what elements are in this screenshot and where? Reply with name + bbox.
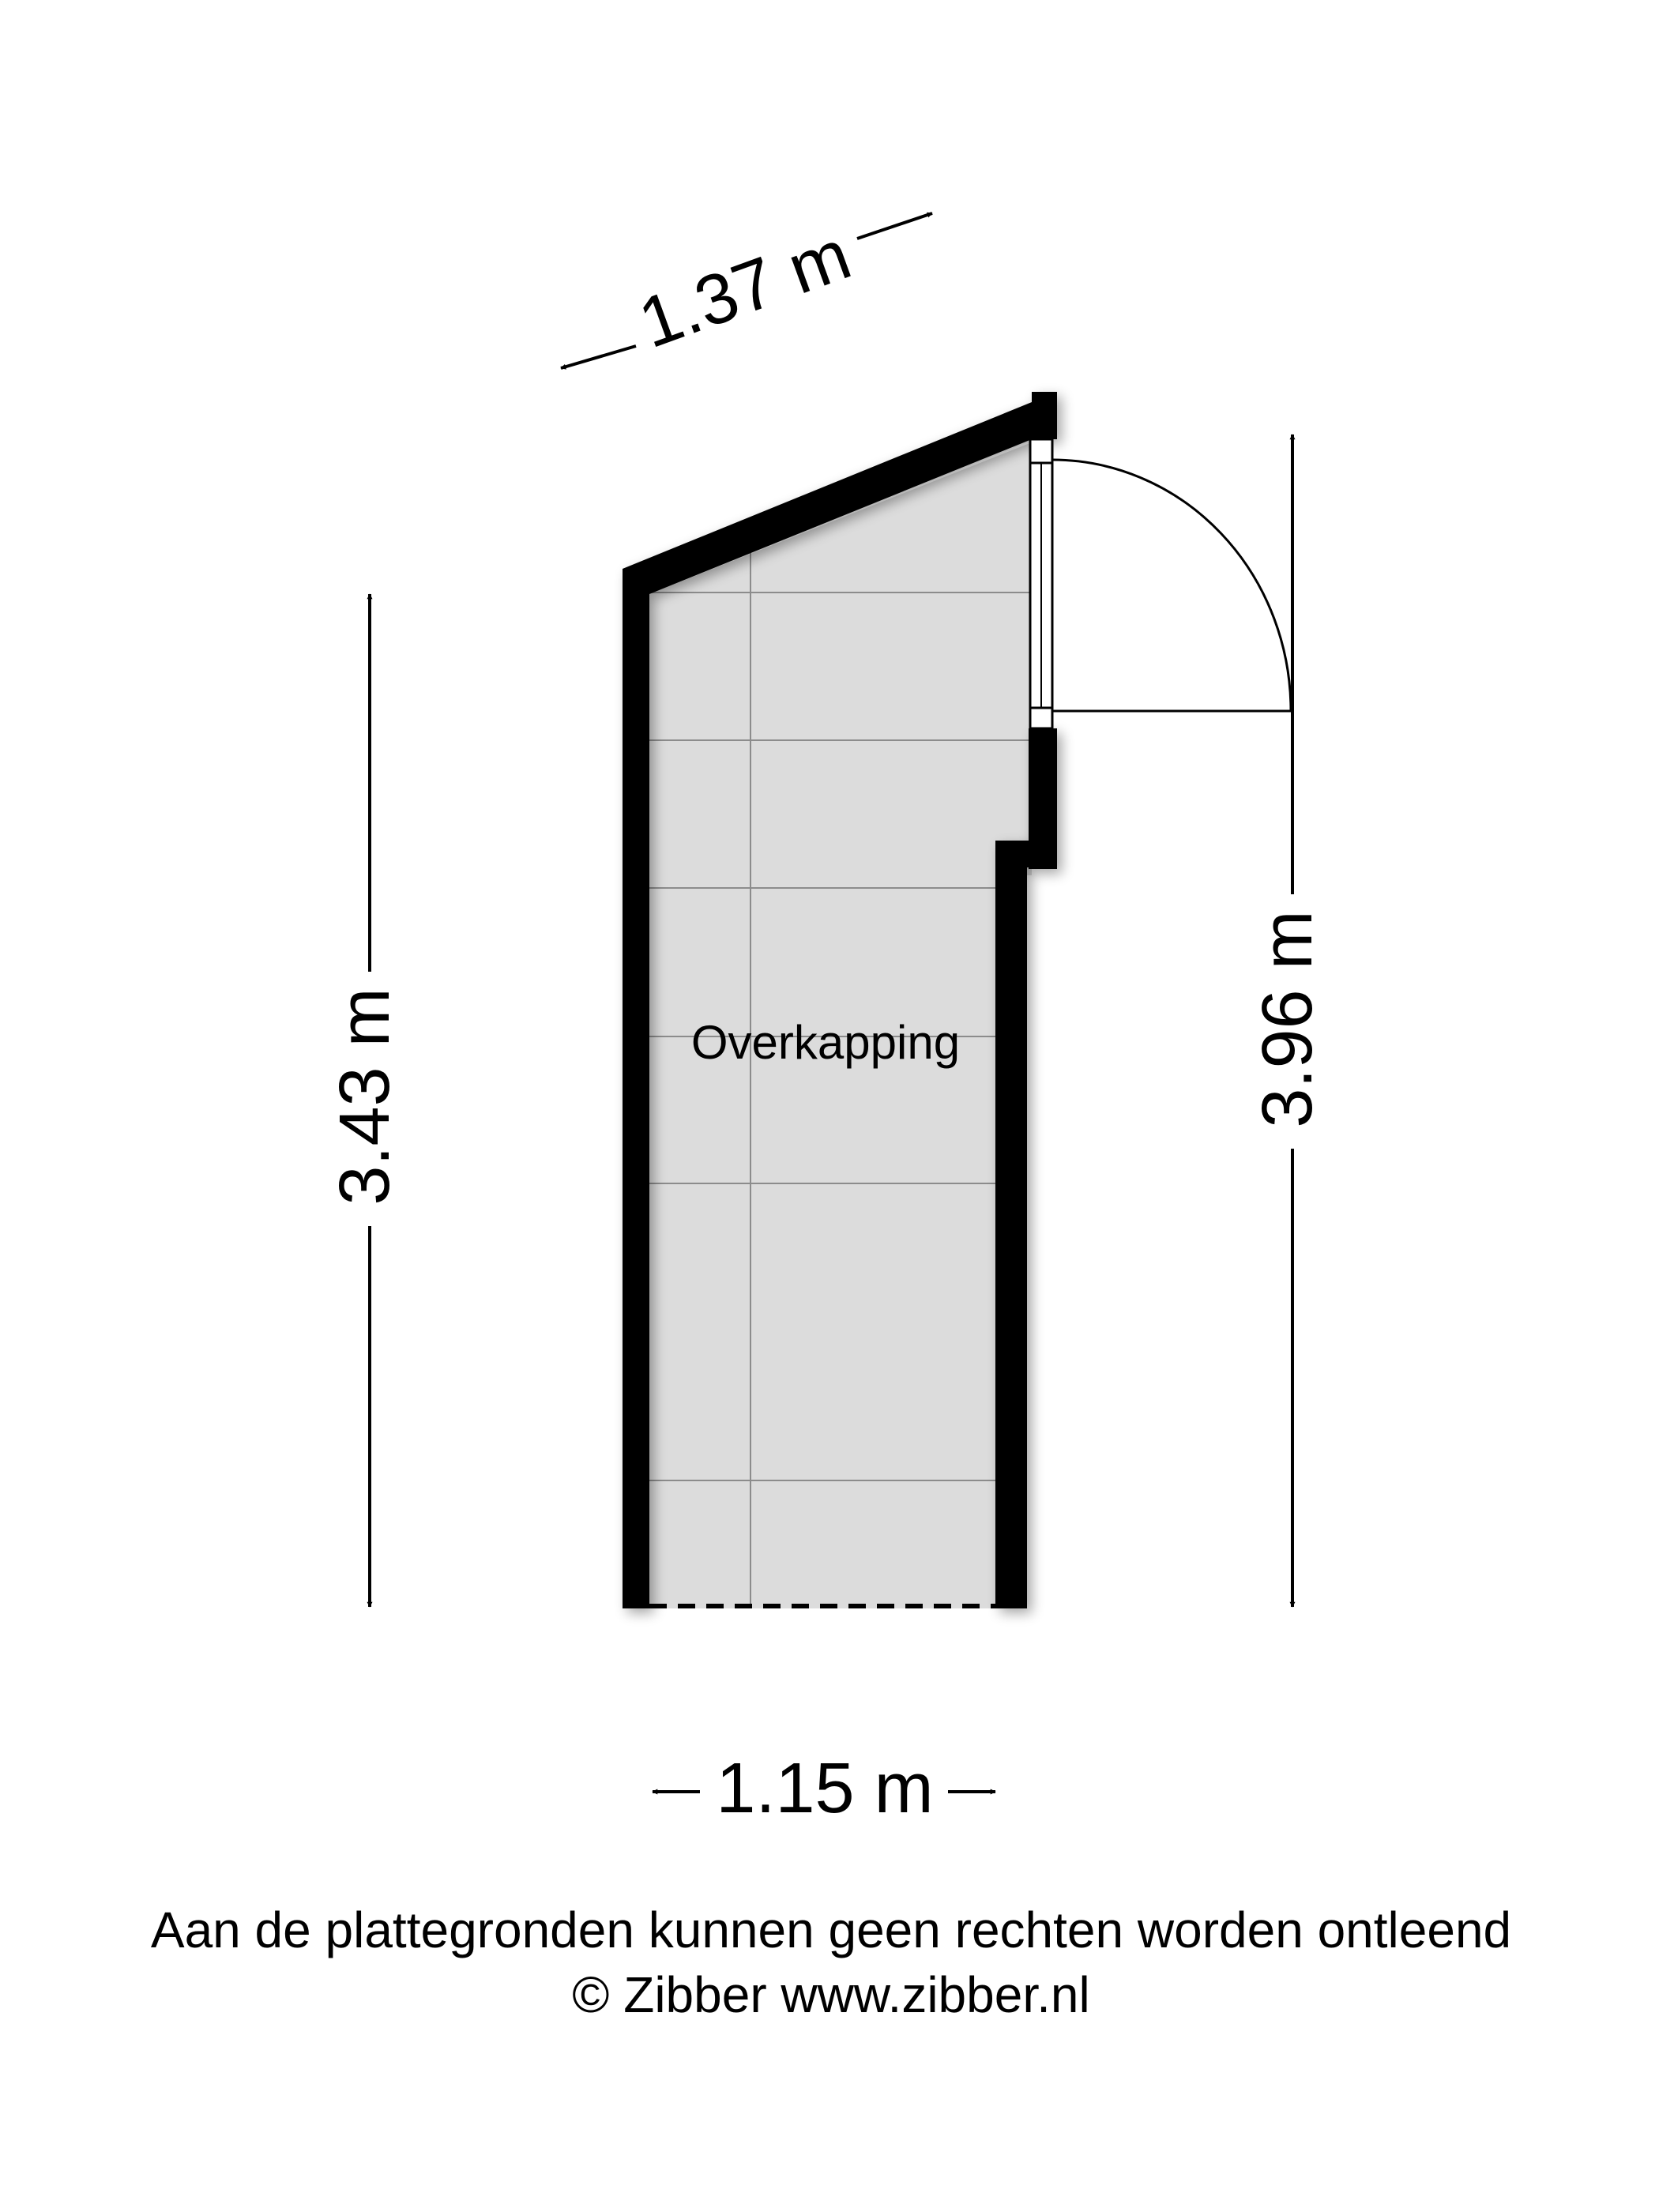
right-wall-lower — [995, 841, 1027, 1608]
left-wall — [623, 569, 649, 1608]
dimension-top — [561, 213, 932, 368]
footer-copyright: © Zibber www.zibber.nl — [572, 1966, 1090, 2023]
door-swing — [1052, 460, 1291, 711]
dimension-bottom-label: 1.15 m — [716, 1748, 934, 1828]
right-wall-stub — [1032, 392, 1057, 436]
dimension-bottom — [653, 1749, 995, 1828]
dimension-right — [1248, 434, 1327, 1607]
dimension-top-label: 1.37 m — [629, 215, 861, 364]
footer-disclaimer: Aan de plattegronden kunnen geen rechten worden ontleend — [150, 1901, 1512, 1958]
dimension-right-label: 3.96 m — [1247, 910, 1327, 1128]
room-label: Overkapping — [690, 1016, 961, 1069]
door-frame — [1030, 439, 1052, 728]
dimension-left — [325, 594, 404, 1607]
dimension-left-label: 3.43 m — [325, 988, 404, 1206]
